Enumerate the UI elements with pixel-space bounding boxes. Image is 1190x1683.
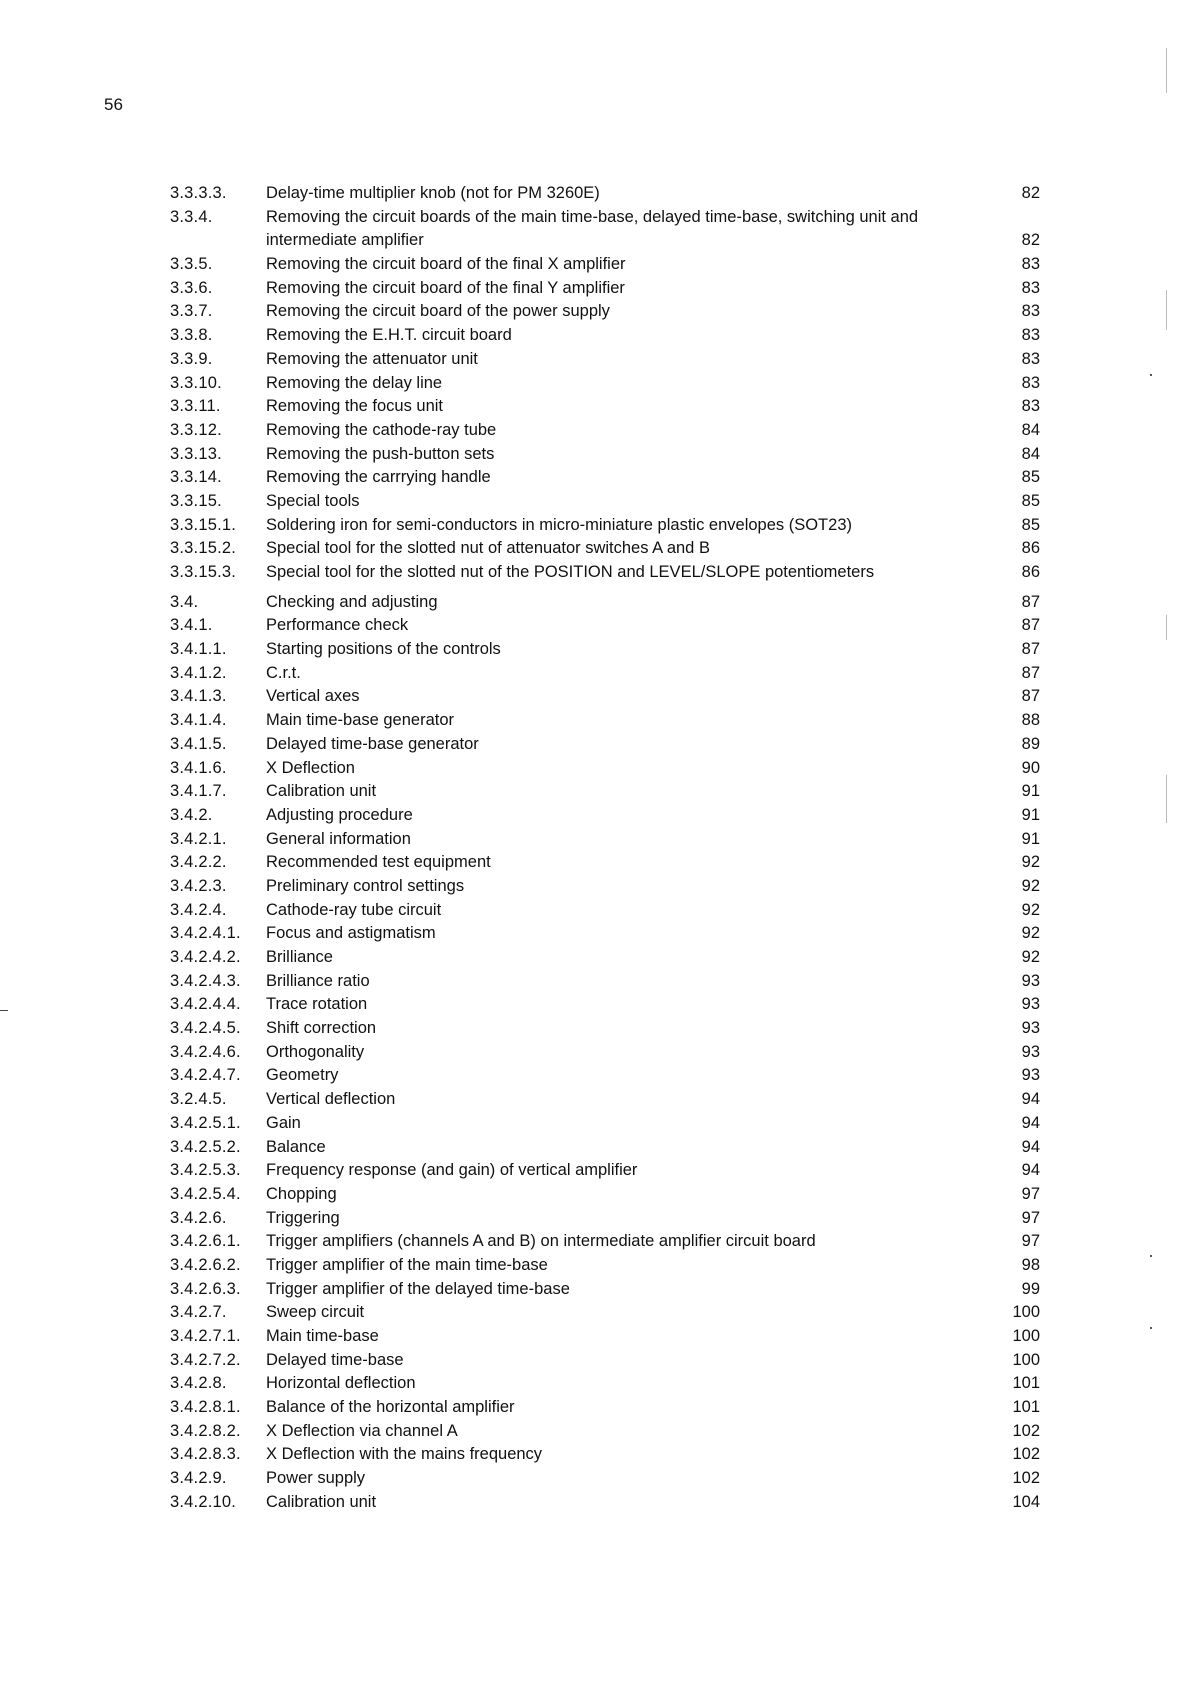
toc-entry-page: 97 — [1021, 1232, 1040, 1251]
toc-entry — [170, 1112, 1040, 1136]
toc-entry-title: Calibration unit — [266, 1492, 377, 1511]
toc-entry-title: Balance — [266, 1137, 326, 1156]
toc-entry-page: 83 — [1021, 349, 1040, 368]
toc-entry-number: 3.4.2.6.3. — [170, 1279, 241, 1298]
toc-entry-number: 3.3.14. — [170, 468, 222, 487]
toc-entry-title: Frequency response (and gain) of vertical amplifier — [266, 1161, 638, 1180]
toc-entry — [170, 946, 1040, 970]
toc-entry — [170, 1325, 1040, 1349]
toc-entry-title: X Deflection with the mains frequency — [266, 1445, 543, 1464]
toc-entry-page: 92 — [1021, 853, 1040, 872]
toc-entry — [170, 182, 1040, 206]
toc-entry — [170, 1396, 1040, 1420]
toc-entry-number: 3.4.2.8.2. — [170, 1421, 241, 1440]
toc-entry — [170, 300, 1040, 324]
scan-mark — [1166, 615, 1167, 640]
toc-entry — [170, 1041, 1040, 1065]
toc-entry-number: 3.4.2.4.7. — [170, 1066, 241, 1085]
toc-entry-number: 3.4.1.3. — [170, 687, 227, 706]
toc-entry-number: 3.3.15. — [170, 491, 222, 510]
toc-entry-title: Removing the cathode-ray tube — [266, 420, 497, 439]
toc-entry — [170, 993, 1040, 1017]
toc-entry-number: 3.4.2.5.4. — [170, 1184, 241, 1203]
toc-entry-page: 91 — [1021, 805, 1040, 824]
toc-entry-number: 3.4.2.4.5. — [170, 1019, 241, 1038]
toc-entry-number: 3.4.1.7. — [170, 782, 227, 801]
toc-entry-page: 102 — [1012, 1445, 1040, 1464]
toc-entry-number: 3.4.2.6.1. — [170, 1232, 241, 1251]
toc-entry-title: General information — [266, 829, 411, 848]
toc-entry-number: 3.4.2.4.6. — [170, 1042, 241, 1061]
toc-entry-number: 3.4.1.2. — [170, 663, 227, 682]
toc-entry-title: X Deflection — [266, 758, 355, 777]
toc-entry-number: 3.3.9. — [170, 349, 213, 368]
toc-entry — [170, 757, 1040, 781]
toc-entry — [170, 395, 1040, 419]
toc-entry-number: 3.4.2.5.3. — [170, 1161, 241, 1180]
scan-mark — [1150, 1327, 1152, 1329]
toc-entry-title: Trace rotation — [266, 995, 368, 1014]
toc-entry-number: 3.3.6. — [170, 278, 213, 297]
toc-entry-number: 3.4.2.7. — [170, 1303, 227, 1322]
toc-entry — [170, 1301, 1040, 1325]
toc-entry — [170, 804, 1040, 828]
toc-entry — [170, 419, 1040, 443]
toc-entry-page: 93 — [1021, 995, 1040, 1014]
toc-entry-title: Trigger amplifier of the main time-base — [266, 1255, 548, 1274]
toc-entry-page: 86 — [1021, 563, 1040, 582]
toc-entry — [170, 685, 1040, 709]
toc-entry-number: 3.4.2.4.4. — [170, 995, 241, 1014]
toc-entry-number: 3.3.15.2. — [170, 539, 237, 558]
toc-entry-page: 98 — [1021, 1255, 1040, 1274]
toc-entry-number: 3.4.2.9. — [170, 1469, 227, 1488]
toc-entry — [170, 1207, 1040, 1231]
toc-entry — [170, 1372, 1040, 1396]
toc-entry — [170, 1159, 1040, 1183]
toc-entry-number: 3.4.1.5. — [170, 734, 227, 753]
toc-entry-title: Checking and adjusting — [266, 592, 438, 611]
toc-entry-title: Focus and astigmatism — [266, 924, 436, 943]
toc-entry — [170, 591, 1040, 615]
toc-entry-title: Performance check — [266, 616, 409, 635]
toc-entry-title: Calibration unit — [266, 782, 377, 801]
toc-entry — [170, 206, 1040, 253]
toc-entry-title: Gain — [266, 1113, 301, 1132]
toc-entry-title: Adjusting procedure — [266, 805, 413, 824]
toc-entry-title: Power supply — [266, 1469, 366, 1488]
toc-entry-page: 94 — [1021, 1113, 1040, 1132]
toc-entry-number: 3.4.2.6.2. — [170, 1255, 241, 1274]
toc-entry-page: 93 — [1021, 1042, 1040, 1061]
toc-entry-page: 102 — [1012, 1421, 1040, 1440]
toc-entry-number: 3.4.2.7.2. — [170, 1350, 241, 1369]
toc-entry-title: Balance of the horizontal amplifier — [266, 1398, 515, 1417]
toc-entry — [170, 662, 1040, 686]
toc-entry-number: 3.4.1.4. — [170, 711, 227, 730]
toc-entry-number: 3.4.2.4.1. — [170, 924, 241, 943]
toc-entry — [170, 253, 1040, 277]
toc-entry-title: Preliminary control settings — [266, 876, 465, 895]
toc-entry-title: Main time-base generator — [266, 711, 455, 730]
toc-entry-page: 83 — [1021, 278, 1040, 297]
toc-entry-page: 99 — [1021, 1279, 1040, 1298]
toc-entry-page: 83 — [1021, 397, 1040, 416]
toc-entry — [170, 1064, 1040, 1088]
toc-entry-number: 3.4.1. — [170, 616, 213, 635]
toc-entry-number: 3.3.11. — [170, 397, 221, 416]
toc-entry-page: 97 — [1021, 1208, 1040, 1227]
toc-entry-number: 3.4.2.8.3. — [170, 1445, 241, 1464]
toc-entry — [170, 780, 1040, 804]
toc-entry — [170, 828, 1040, 852]
toc-entry-title: Shift correction — [266, 1019, 377, 1038]
toc-entry-title: Soldering iron for semi-conductors in micro-miniature plastic envelopes (SOT23) — [266, 515, 852, 534]
toc-entry — [170, 443, 1040, 467]
toc-entry-number: 3.3.12. — [170, 420, 222, 439]
toc-entry-page: 85 — [1021, 515, 1040, 534]
toc-entry-page: 101 — [1012, 1374, 1040, 1393]
toc-entry-title: Removing the circuit board of the power supply — [266, 302, 610, 321]
toc-entry-number: 3.4.2.4.3. — [170, 971, 241, 990]
toc-entry-page: 85 — [1021, 468, 1040, 487]
toc-entry-number: 3.3.8. — [170, 326, 213, 345]
toc-entry — [170, 514, 1040, 538]
toc-entry-number: 3.4.2.10. — [170, 1492, 237, 1511]
toc-entry-title: Delayed time-base generator — [266, 734, 479, 753]
toc-entry-page: 87 — [1021, 616, 1040, 635]
toc-entry — [170, 537, 1040, 561]
toc-entry — [170, 1017, 1040, 1041]
toc-entry-page: 85 — [1021, 491, 1040, 510]
toc-entry-number: 3.3.4. — [170, 207, 213, 226]
toc-entry-title: Vertical deflection — [266, 1090, 396, 1109]
toc-entry — [170, 922, 1040, 946]
toc-entry-page: 87 — [1021, 663, 1040, 682]
toc-entry — [170, 490, 1040, 514]
toc-entry — [170, 970, 1040, 994]
toc-entry-page: 94 — [1021, 1137, 1040, 1156]
toc-entry-page: 83 — [1021, 373, 1040, 392]
toc-entry-title: Removing the circuit boards of the main time-base, delayed time-base, switching unit and intermediate amplifier — [266, 207, 919, 250]
toc-entry-title: Starting positions of the controls — [266, 640, 501, 659]
toc-entry — [170, 466, 1040, 490]
toc-entry-title: Brilliance — [266, 948, 333, 967]
scan-mark — [0, 1010, 8, 1011]
scan-mark — [1166, 775, 1167, 823]
toc-entry-page: 101 — [1012, 1398, 1040, 1417]
toc-entry-title: X Deflection via channel A — [266, 1421, 458, 1440]
page-number: 56 — [104, 95, 123, 114]
toc-entry-title: Removing the circuit board of the final X amplifier — [266, 255, 626, 274]
toc-entry — [170, 324, 1040, 348]
toc-entry-title: Delay-time multiplier knob (not for PM 3260E) — [266, 184, 600, 202]
toc-entry-page: 87 — [1021, 687, 1040, 706]
toc-entry-page: 91 — [1021, 829, 1040, 848]
toc-entry-number: 3.4.2.4.2. — [170, 948, 241, 967]
scan-mark — [1150, 374, 1152, 376]
toc-entry — [170, 1420, 1040, 1444]
toc-entry-title: Sweep circuit — [266, 1303, 365, 1322]
toc-entry-number: 3.4.2.2. — [170, 853, 227, 872]
toc-entry-title: Special tool for the slotted nut of the POSITION and LEVEL/SLOPE potentiometers — [266, 563, 875, 582]
toc-entry-page: 91 — [1021, 782, 1040, 801]
toc-entry — [170, 372, 1040, 396]
scan-mark — [1166, 290, 1167, 330]
toc-entry — [170, 561, 1040, 585]
toc-entry-number: 3.3.13. — [170, 444, 222, 463]
toc-entry — [170, 277, 1040, 301]
toc-entry — [170, 638, 1040, 662]
toc-entry-title: Removing the carrrying handle — [266, 468, 491, 487]
toc-entry — [170, 733, 1040, 757]
toc-entry — [170, 1491, 1040, 1515]
toc-entry-title: Main time-base — [266, 1327, 379, 1346]
scan-mark — [1166, 48, 1167, 93]
toc-entry — [170, 1254, 1040, 1278]
toc-entry — [170, 851, 1040, 875]
toc-entry-page: 100 — [1012, 1303, 1040, 1322]
toc-entry-page: 93 — [1021, 1019, 1040, 1038]
toc-entry — [170, 1467, 1040, 1491]
toc-entry-page: 92 — [1021, 900, 1040, 919]
toc-entry-title: Removing the push-button sets — [266, 444, 495, 463]
toc-entry — [170, 1230, 1040, 1254]
toc-entry-title: Chopping — [266, 1184, 337, 1203]
toc-entry-number: 3.3.10. — [170, 373, 222, 392]
toc-entry-title: Recommended test equipment — [266, 853, 491, 872]
toc-entry-title: Removing the delay line — [266, 373, 443, 392]
toc-entry-page: 93 — [1021, 971, 1040, 990]
toc-entry — [170, 1136, 1040, 1160]
toc-entry-title: Delayed time-base — [266, 1350, 404, 1369]
toc-entry — [170, 348, 1040, 372]
toc-entry-page: 87 — [1021, 592, 1040, 611]
toc-entry — [170, 1183, 1040, 1207]
toc-entry — [170, 1443, 1040, 1467]
toc-entry-page: 100 — [1012, 1327, 1040, 1346]
toc-entry — [170, 1278, 1040, 1302]
toc-entry-number: 3.4.2.4. — [170, 900, 227, 919]
toc-entry-page: 93 — [1021, 1066, 1040, 1085]
toc-entry-page: 82 — [1021, 184, 1040, 202]
toc-entry-title: Horizontal deflection — [266, 1374, 416, 1393]
toc-entry — [170, 1088, 1040, 1112]
toc-entry-page: 104 — [1012, 1492, 1040, 1511]
toc-entry-number: 3.4.2.5.1. — [170, 1113, 241, 1132]
toc-entry-title: Removing the circuit board of the final Y amplifier — [266, 278, 625, 297]
toc-entry-page: 83 — [1021, 326, 1040, 345]
toc-entry-number: 3.2.4.5. — [170, 1090, 227, 1109]
toc-entry-page: 100 — [1012, 1350, 1040, 1369]
toc-entry-page: 92 — [1021, 948, 1040, 967]
toc-entry-number: 3.4.2.1. — [170, 829, 227, 848]
toc-entry-page: 102 — [1012, 1469, 1040, 1488]
toc-entry-page: 87 — [1021, 640, 1040, 659]
toc-entry-page: 84 — [1021, 420, 1040, 439]
toc-entry-title: Geometry — [266, 1066, 339, 1085]
toc-entry-number: 3.3.5. — [170, 255, 213, 274]
toc-entry-number: 3.4.2.8. — [170, 1374, 227, 1393]
toc-entry-title: Trigger amplifier of the delayed time-base — [266, 1279, 570, 1298]
toc-entry-page: 92 — [1021, 924, 1040, 943]
toc-entry-number: 3.4.1.1. — [170, 640, 227, 659]
toc-entry-number: 3.4.2.6. — [170, 1208, 227, 1227]
toc-entry-number: 3.3.7. — [170, 302, 213, 321]
toc-entry-page: 86 — [1021, 539, 1040, 558]
toc-entry-page: 84 — [1021, 444, 1040, 463]
toc-entry — [170, 899, 1040, 923]
toc-entry-title: Triggering — [266, 1208, 340, 1227]
toc-entry-number: 3.3.3.3. — [170, 184, 227, 202]
toc-entry-title: Removing the E.H.T. circuit board — [266, 326, 512, 345]
toc-entry — [170, 709, 1040, 733]
toc-entry-title: Cathode-ray tube circuit — [266, 900, 442, 919]
toc-entry-page: 94 — [1021, 1161, 1040, 1180]
toc-entry-number: 3.4.2.8.1. — [170, 1398, 241, 1417]
toc-entry-page: 83 — [1021, 302, 1040, 321]
toc-entry-title: Removing the focus unit — [266, 397, 444, 416]
toc-entry-number: 3.4.1.6. — [170, 758, 227, 777]
toc-entry — [170, 1349, 1040, 1373]
toc-entry-page: 88 — [1021, 711, 1040, 730]
toc-entry-number: 3.4.2.7.1. — [170, 1327, 241, 1346]
toc-entry-title: Vertical axes — [266, 687, 360, 706]
toc-entry-page: 94 — [1021, 1090, 1040, 1109]
toc-entry-number: 3.4.2.5.2. — [170, 1137, 241, 1156]
toc-entry-number: 3.4. — [170, 592, 199, 611]
toc-entry-number: 3.4.2.3. — [170, 876, 227, 895]
toc-entry-page: 90 — [1021, 758, 1040, 777]
toc-entry-title: Brilliance ratio — [266, 971, 370, 990]
toc-entry-page: 89 — [1021, 734, 1040, 753]
toc-entry-page: 82 — [1021, 231, 1040, 250]
toc-entry-page: 92 — [1021, 876, 1040, 895]
toc-entry-page: 97 — [1021, 1184, 1040, 1203]
scan-mark — [1150, 1255, 1152, 1257]
toc-entry-title: Removing the attenuator unit — [266, 349, 478, 368]
toc-entry-page: 83 — [1021, 255, 1040, 274]
table-of-contents — [170, 182, 1040, 1515]
toc-entry-title: Special tool for the slotted nut of attenuator switches A and B — [266, 539, 710, 558]
toc-entry-title: Orthogonality — [266, 1042, 365, 1061]
toc-entry-number: 3.3.15.3. — [170, 563, 237, 582]
toc-entry — [170, 875, 1040, 899]
toc-entry-title: C.r.t. — [266, 663, 301, 682]
toc-entry-title: Trigger amplifiers (channels A and B) on intermediate amplifier circuit board — [266, 1232, 816, 1251]
toc-entry-title: Special tools — [266, 491, 360, 510]
toc-entry-number: 3.3.15.1. — [170, 515, 237, 534]
toc-entry — [170, 614, 1040, 638]
toc-entry-number: 3.4.2. — [170, 805, 213, 824]
